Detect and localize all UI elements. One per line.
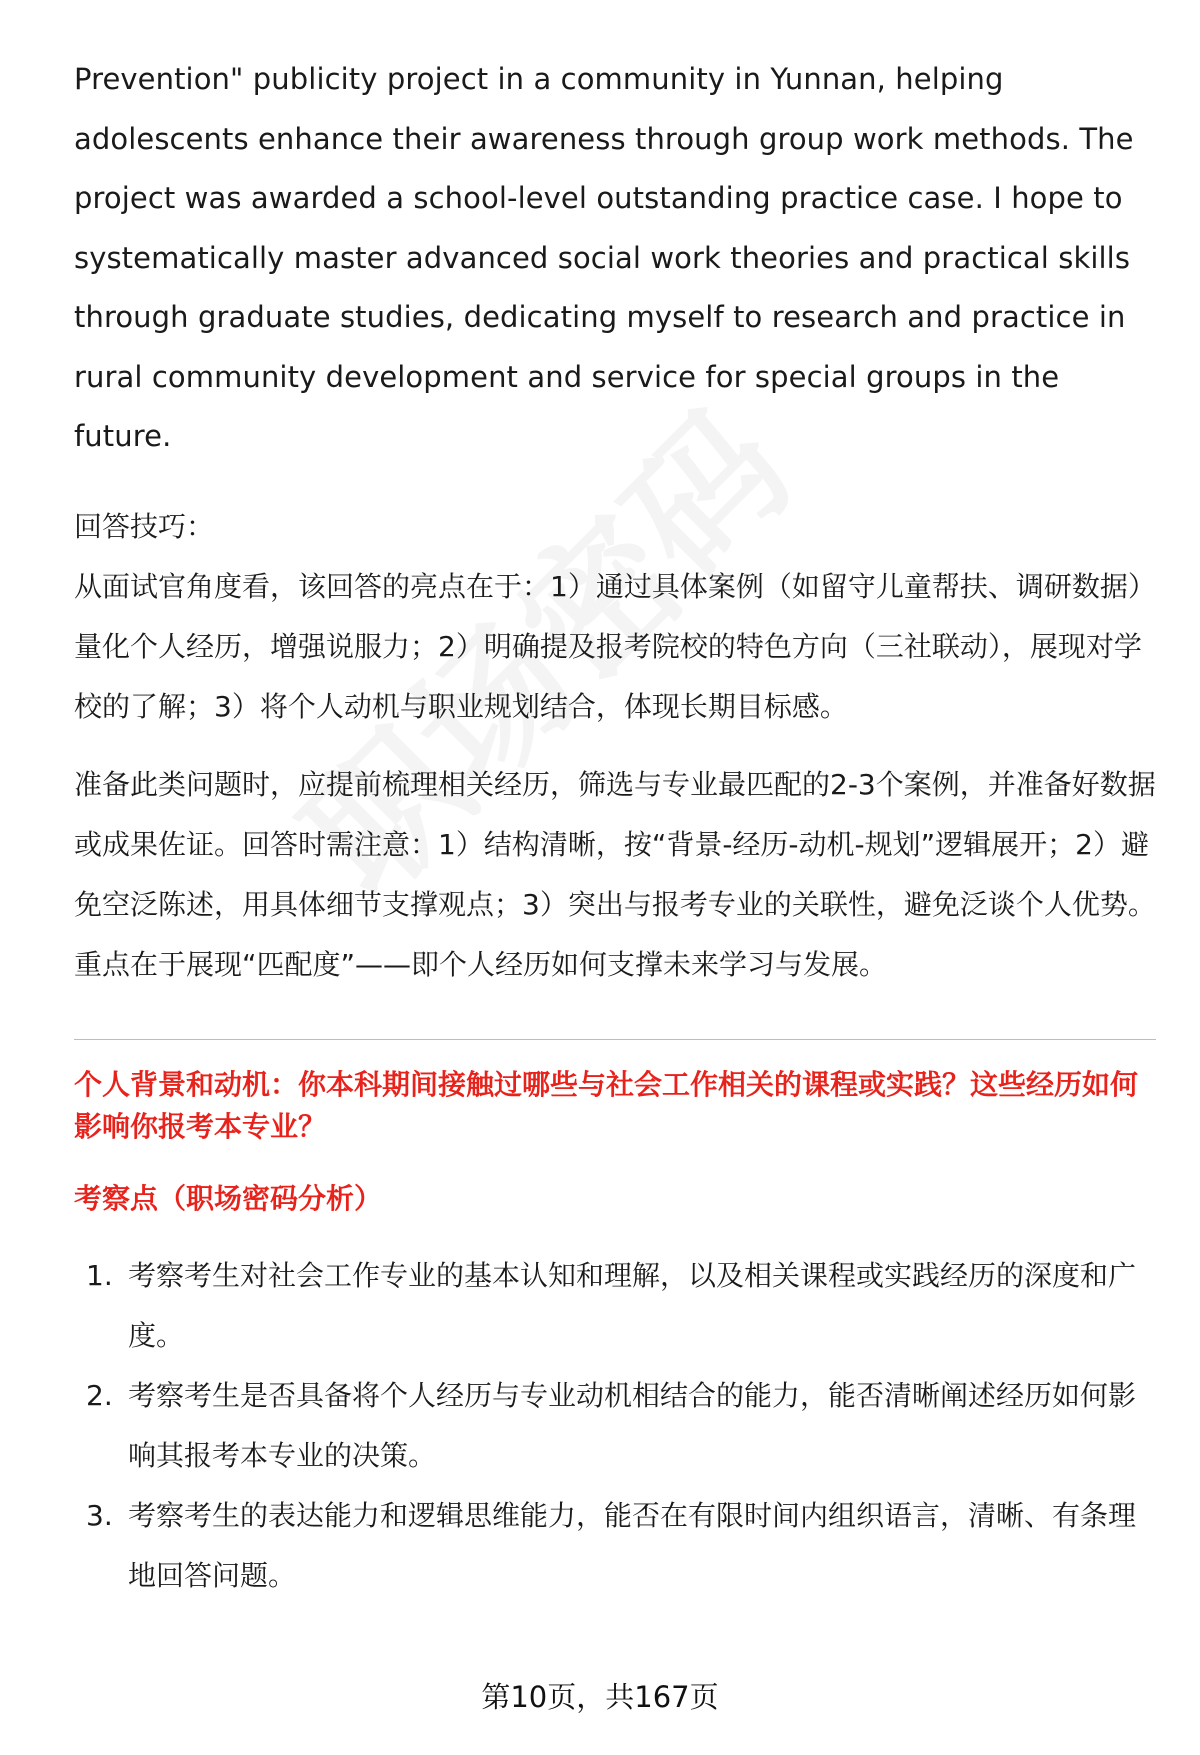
tips-paragraph-2: 准备此类问题时，应提前梳理相关经历，筛选与专业最匹配的2-3个案例，并准备好数据或成果佐证。回答时需注意：1）结构清晰，按“背景-经历-动机-规划”逻辑展开；2）避免空泛陈述，用具体细节支撑观点；3）突出与报考专业的关联性，避免泛谈个人优势。重点在于展现“匹配度”——即个人经历如何支撑未来学习与发展。 (74, 767, 1156, 981)
intro-line: through graduate studies, dedicating myself to research and practice in (74, 300, 1126, 334)
list-item-text: 考察考生对社会工作专业的基本认知和理解，以及相关课程或实践经历的深度和广度。 (128, 1258, 1137, 1352)
intro-line: rural community development and service for special groups in the future. (74, 359, 1060, 453)
section-divider (74, 1039, 1156, 1040)
list-item-number: 2. (86, 1378, 113, 1412)
question-title: 个人背景和动机：你本科期间接触过哪些与社会工作相关的课程或实践？这些经历如何影响你报考本专业？ (74, 1067, 1139, 1143)
intro-line: systematically master advanced social work theories and practical skills (74, 240, 1131, 275)
list-item-text: 考察考生是否具备将个人经历与专业动机相结合的能力，能否清晰阐述经历如何影响其报考本专业的决策。 (128, 1378, 1137, 1472)
tips-label: 回答技巧： (74, 509, 215, 543)
list-item (74, 1486, 1156, 1606)
list-item-number: 3. (86, 1498, 113, 1532)
analysis-title: 考察点（职场密码分析） (74, 1181, 383, 1215)
intro-paragraph (74, 50, 1156, 467)
intro-line: Prevention" publicity project in a community in Yunnan, helping (74, 62, 1004, 96)
tips-paragraph-1: 从面试官角度看，该回答的亮点在于：1）通过具体案例（如留守儿童帮扶、调研数据）量化个人经历，增强说服力；2）明确提及报考院校的特色方向（三社联动），展现对学校的了解；3）将个人动机与职业规划结合，体现长期目标感。 (74, 569, 1156, 723)
analysis-points-list (74, 1246, 1156, 1606)
list-item-number: 1. (86, 1258, 113, 1292)
intro-line: project was awarded a school-level outstanding practice case. I hope to (74, 181, 1123, 215)
list-item (74, 1366, 1156, 1486)
page-number-footer: 第10页，共167页 (481, 1680, 719, 1714)
list-item (74, 1246, 1156, 1366)
intro-line: adolescents enhance their awareness through group work methods. The (74, 121, 1134, 156)
list-item-text: 考察考生的表达能力和逻辑思维能力，能否在有限时间内组织语言，清晰、有条理地回答问题。 (128, 1498, 1137, 1592)
page-content (74, 50, 1156, 1606)
